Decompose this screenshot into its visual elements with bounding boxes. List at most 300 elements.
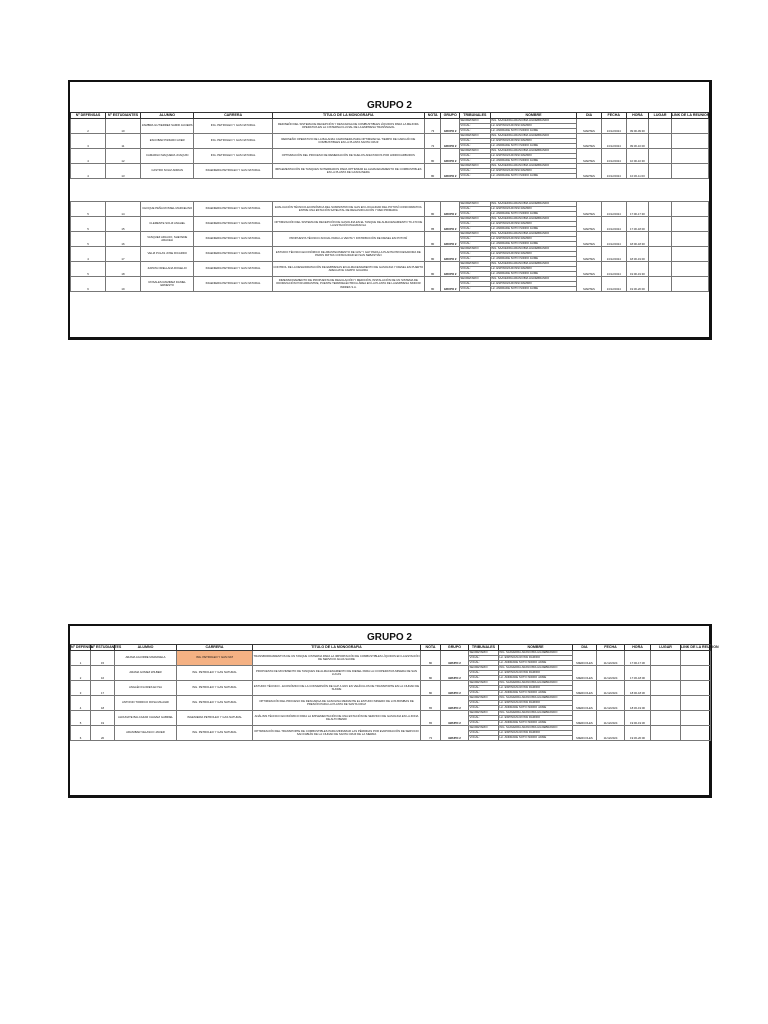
tribunal-role: SECRETARIO: [459, 247, 490, 252]
career: INGENIERIA PETROLEO Y GAS NATURAL [194, 202, 272, 217]
tribunal-name: Lic. ESPINOZA ROSSI RAMIRO [499, 701, 573, 706]
table-body [71, 119, 709, 292]
monograph-title: OPTIMIZACIÓN DEL PROCESO DE REMEDIACIÓN DE SUELOS AFECTADOS POR HIDROCARBUROS [272, 149, 424, 164]
tribunal-name: ING. SAAVEDRA ARANCIBIA HILDEBRANDO [490, 217, 576, 222]
date: 13/12/2024 [601, 202, 626, 217]
column-header: GRUPO [441, 645, 469, 651]
meeting-link [671, 119, 708, 134]
tribunal-role: VOCAL: [459, 154, 490, 159]
tribunal-name: ING. SAAVEDRA ARANCIBIA HILDEBRANDO [499, 666, 573, 671]
defense-number: 5 [71, 202, 106, 217]
group: GRUPO 2 [441, 232, 460, 247]
sheet-title: GRUPO 2 [366, 632, 412, 643]
tribunal-role: VOCAL: [469, 706, 499, 711]
monograph-title: PROPUESTA TÉCNICO-SOCIAL PARA LA VENTA Y DISTRIBUCIÓN DE DIESEL EN POTOSÍ [272, 232, 424, 247]
grade: 73 [424, 119, 440, 134]
tribunal-role: VOCAL: [459, 144, 490, 149]
tribunal-name: Lic. ANDRADE SOTO ISIDRO JAIME [490, 272, 576, 277]
meeting-link [671, 149, 708, 164]
table-row [71, 164, 709, 169]
defense-number: 3 [71, 681, 91, 696]
tribunal-name: ING. SAAVEDRA ARANCIBIA HILDEBRANDO [499, 681, 573, 686]
tribunal-role: VOCAL: [469, 721, 499, 726]
monograph-title: PROPUESTA DE MOVIMIENTO DE TANQUES DE ALMACENAMIENTO DE DIESEL PARA LA COOPERATIVA MINERA DE SAN LUCAS [253, 666, 421, 681]
time: 18:00-18:30 [625, 681, 651, 696]
column-header: TITULO DE LA MONOGRAFIA [253, 645, 421, 651]
career: INGENIERIA PETROLEO Y GAS NATURAL [194, 232, 272, 247]
monograph-title: OPTIMIZACIÓN DEL TRANSPORTE DE COMBUSTIBLES PARA MINIMIZAR LAS PÉRDIDAS POR EVAPORACIÓN DE SERVICIO SAN FABIÁN DE LA CIUDAD DE SANTA CRUZ DE LA SIERRA [253, 726, 421, 741]
defense-number: 4 [71, 164, 106, 179]
day: MARTES [577, 164, 602, 179]
tribunal-role: SECRETARIO: [469, 666, 499, 671]
career: INGENIERIA PETROLEO Y GAS NATURAL [177, 711, 253, 726]
meeting-link [681, 711, 711, 726]
date: 13/12/2024 [601, 164, 626, 179]
tribunal-name: ING. SAAVEDRA ARANCIBIA HILDEBRANDO [490, 202, 576, 207]
tribunal-role: SECRETARIO: [469, 696, 499, 701]
tribunal-role: VOCAL: [469, 736, 499, 741]
tribunal-name: Lic. ANDRADE SOTO ISIDRO JAIME [490, 287, 576, 292]
location [651, 711, 681, 726]
column-header: GRUPO [441, 113, 460, 119]
meeting-link [671, 202, 708, 217]
tribunal-role: VOCAL: [469, 661, 499, 666]
column-header: DIA [573, 645, 597, 651]
monograph-title: OPTIMIZACIÓN DEL PROCESO DE DESCARGA DE GASOLINA MEDIANTE EL ESTUDIO MINERO DE LOS BOMBAS DE PRESIÓN PARA LA PLANTA DE SANTA CRUZ [253, 696, 421, 711]
spacer-cell [71, 179, 709, 202]
table-row [71, 232, 709, 237]
group: GRUPO 2 [441, 262, 460, 277]
time: 19:30-20:00 [626, 277, 649, 292]
student-number: 18 [105, 262, 140, 277]
career: ING. PETROLEO Y GAS NATURAL [194, 134, 272, 149]
tribunal-name: Lic. ESPINOZA ROSSI RAMIRO [499, 671, 573, 676]
group: GRUPO 2 [441, 651, 469, 666]
date: 11/12/2024 [597, 696, 625, 711]
column-header: NOMBRE [499, 645, 573, 651]
defense-number: 5 [71, 217, 106, 232]
table-row [71, 217, 709, 222]
tribunal-role: VOCAL: [469, 671, 499, 676]
tribunal-role: VOCAL: [469, 686, 499, 691]
table-row [71, 134, 709, 139]
tribunal-name: Lic. ANDRADE SOTO ISIDRO JAIME [490, 257, 576, 262]
grade: 80 [421, 681, 441, 696]
column-header: LINK DE LA REUNION [671, 113, 710, 117]
group: GRUPO 2 [441, 666, 469, 681]
tribunal-role: VOCAL: [459, 129, 490, 134]
group: GRUPO 2 [441, 711, 469, 726]
column-header: LUGAR [649, 113, 672, 119]
student-number: 18 [91, 696, 115, 711]
student-number: 10 [105, 119, 140, 134]
day: MIERCOLES [573, 666, 597, 681]
sheet-title: GRUPO 2 [366, 100, 412, 111]
tribunal-role: SECRETARIO: [459, 134, 490, 139]
column-header: Nº ESTUDIANTES [105, 113, 140, 119]
column-header: FECHA [597, 645, 625, 651]
tribunal-role: VOCAL: [469, 716, 499, 721]
career: ING. PETROLEO Y GAS NATURAL [177, 666, 253, 681]
date: 11/12/2024 [597, 726, 625, 741]
time: 10:00-10:30 [626, 149, 649, 164]
time: 19:00-19:30 [625, 711, 651, 726]
time: 18:30-19:00 [625, 696, 651, 711]
day: MARTES [577, 217, 602, 232]
table-row [71, 247, 709, 252]
tribunal-name: Lic. ESPINOZA ROSSI RAMIRO [490, 237, 576, 242]
monograph-title: CONTROL DE LA DESHIDRATACIÓN DE EMPRESAS EN ALMACENAMIENTO DE GASOLINA Y DIESEL EN PUERTO AREGUAYE CAMPO GUAJIRA [272, 262, 424, 277]
time: 17:00-17:30 [625, 651, 651, 666]
tribunal-name: Lic. ANDRADE SOTO ISIDRO JAIME [499, 721, 573, 726]
table-row [71, 681, 711, 686]
tribunal-role: VOCAL: [459, 242, 490, 247]
tribunal-name: Lic. ESPINOZA ROSSI RAMIRO [490, 124, 576, 129]
monograph-title: REDISEÑO OPERATIVO DE LA BALANZA CAMIONERA PARA OPTIMIZAR EL TIEMPO DE CARGUÍO DE COMBUSTIBLES EN LA PLANTA SANTA CRUZ [272, 134, 424, 149]
tribunal-name: Lic. ESPINOZA ROSSI RAMIRO [490, 282, 576, 287]
column-header: FECHA [601, 113, 626, 119]
career: ING. PETROLEO Y GAS NATURAL [194, 149, 272, 164]
schedule-sheet-2 [68, 624, 719, 798]
date: 11/12/2024 [597, 681, 625, 696]
table-body [71, 651, 711, 741]
tribunal-name: Lic. ANDRADE SOTO ISIDRO JAIME [499, 706, 573, 711]
tribunal-name: ING. SAAVEDRA ARANCIBIA HILDEBRANDO [499, 651, 573, 656]
tribunal-role: VOCAL: [459, 212, 490, 217]
career: INGENIERIA PETROLEO Y GAS NATURAL [194, 277, 272, 292]
group: GRUPO 2 [441, 696, 469, 711]
tribunal-name: Lic. ANDRADE SOTO ISIDRO JAIME [499, 661, 573, 666]
student-name: ROSALES RAMIREZ DANIEL ERNESTO [140, 277, 194, 292]
career: INGENIERIA PETROLEO Y GAS NATURAL [194, 262, 272, 277]
tribunal-role: VOCAL: [469, 676, 499, 681]
meeting-link [671, 247, 708, 262]
tribunal-name: ING. SAAVEDRA ARANCIBIA HILDEBRANDO [490, 119, 576, 124]
group: GRUPO 2 [441, 149, 460, 164]
location [651, 651, 681, 666]
location [649, 217, 672, 232]
date: 13/12/2024 [601, 262, 626, 277]
tribunal-name: Lic. ESPINOZA ROSSI RAMIRO [490, 139, 576, 144]
meeting-link [681, 726, 711, 741]
grade: 80 [421, 666, 441, 681]
meeting-link [671, 134, 708, 149]
column-header: ALUMNO [140, 113, 194, 119]
day: MARTES [577, 232, 602, 247]
grade: 72 [424, 134, 440, 149]
column-header: NOMBRE [490, 113, 576, 119]
tribunal-role: VOCAL: [459, 169, 490, 174]
day: MARTES [577, 277, 602, 292]
monograph-title: DIMENSIONAMIENTO DE PROPUESTA DE REGULACIÓN Y MEDICIÓN, INSTALACIÓN DE UN SISTEMA DE ODORIZACIÓN POR ARRASTRE, PUENTE TERMOELÉCTRICA ÁREA EN LA PLANTA DE LA EMPRESA SINDOR INDRES S.A. [272, 277, 424, 292]
grade: 80 [424, 164, 440, 179]
column-header: Nº DEFENSA [71, 645, 94, 649]
schedule-table [70, 112, 709, 292]
time: 17:30-18:00 [626, 217, 649, 232]
location [649, 277, 672, 292]
time: 19:30-20:00 [625, 726, 651, 741]
table-row [71, 666, 711, 671]
student-name: ALDUNATE BALCAZAR CHAVEZ GABRIEL [115, 711, 177, 726]
time: 10:30-11:00 [626, 164, 649, 179]
defense-number: 4 [71, 247, 106, 262]
time: 17:30-18:00 [625, 666, 651, 681]
tribunal-role: SECRETARIO: [469, 651, 499, 656]
date: 11/12/2024 [597, 666, 625, 681]
monograph-title: ANÁLISIS TÉCNICO ECONÓMICO PARA LA IMPLEMENTACIÓN DE UNA ESTACIÓN DE SERVICIO DE GASOLINA EN LA ZONA DE ALTO BENDI [253, 711, 421, 726]
tribunal-name: Lic. ANDRADE SOTO ISIDRO JAIME [490, 212, 576, 217]
date: 13/12/2024 [601, 232, 626, 247]
meeting-link [671, 232, 708, 247]
tribunal-name: Lic. ESPINOZA ROSSI RAMIRO [499, 716, 573, 721]
tribunal-name: ING. SAAVEDRA ARANCIBIA HILDEBRANDO [490, 164, 576, 169]
day: MIERCOLES [573, 711, 597, 726]
grade: 65 [421, 696, 441, 711]
student-name: ARAMA GOMEZ WILBER [115, 666, 177, 681]
career: INGENIERIA PETROLEO Y GAS NATURAL [194, 164, 272, 179]
grade: 80 [424, 202, 440, 217]
tribunal-name: Lic. ESPINOZA ROSSI RAMIRO [490, 222, 576, 227]
date: 13/12/2024 [601, 149, 626, 164]
table-row [71, 711, 711, 716]
tribunal-role: VOCAL: [459, 237, 490, 242]
time: 18:30-19:00 [626, 247, 649, 262]
student-number: 13 [105, 164, 140, 179]
tribunal-role: SECRETARIO: [469, 726, 499, 731]
grade: 73 [421, 726, 441, 741]
tribunal-role: VOCAL: [459, 207, 490, 212]
day: MIERCOLES [573, 651, 597, 666]
tribunal-role: VOCAL: [459, 159, 490, 164]
tribunal-name: ING. SAAVEDRA ARANCIBIA HILDEBRANDO [490, 232, 576, 237]
tribunal-role: VOCAL: [469, 691, 499, 696]
location [651, 726, 681, 741]
monograph-title: EVALUACIÓN TÉCNICO-ECONÓMICA DEL SUMINISTRO DE GAS EN LOCALIDAD DEL POTOSÍ CONFORMATIVA ENTRE UNA ESTACIÓN SATELITAL DE REGASIFICACIÓN Y RED PRIMARIA [272, 202, 424, 217]
career: ING. PETROLEO Y GAS NATURAL [177, 726, 253, 741]
date: 11/12/2024 [597, 711, 625, 726]
grade: 65 [421, 711, 441, 726]
student-name: ZAPATA ORELLANA ROGELIO [140, 262, 194, 277]
group: GRUPO 2 [441, 134, 460, 149]
tribunal-role: SECRETARIO: [469, 681, 499, 686]
row-spacer [71, 179, 709, 202]
tribunal-name: ING. SAAVEDRA ARANCIBIA HILDEBRANDO [499, 726, 573, 731]
grade: 80 [424, 262, 440, 277]
tribunal-name: Lic. ANDRADE SOTO ISIDRO JAIME [499, 676, 573, 681]
time: 09:00-09:30 [626, 119, 649, 134]
tribunal-name: Lic. ANDRADE SOTO ISIDRO JAIME [490, 144, 576, 149]
student-name: CAMARGO MAQUERA JOAQUIN [140, 149, 194, 164]
date: 13/12/2024 [601, 277, 626, 292]
tribunal-role: VOCAL: [459, 287, 490, 292]
table-row [71, 262, 709, 267]
table-row [71, 277, 709, 282]
time: 17:00-17:30 [626, 202, 649, 217]
student-name: ANTONIO TORRICO ROSA MILAGRI [115, 696, 177, 711]
career: INGENIERIA PETROLEO Y GAS NATURAL [194, 247, 272, 262]
date: 13/12/2024 [601, 119, 626, 134]
tribunal-name: Lic. ESPINOZA ROSSI RAMIRO [490, 252, 576, 257]
tribunal-role: VOCAL: [459, 282, 490, 287]
tribunal-name: Lic. ESPINOZA ROSSI RAMIRO [490, 267, 576, 272]
date: 11/12/2024 [597, 651, 625, 666]
date: 13/12/2024 [601, 134, 626, 149]
tribunal-role: SECRETARIO: [459, 202, 490, 207]
tribunal-name: Lic. ANDRADE SOTO ISIDRO JAIME [490, 129, 576, 134]
column-header: LUGAR [651, 645, 681, 651]
group: GRUPO 2 [441, 217, 460, 232]
student-number: 14 [105, 202, 140, 217]
tribunal-role: SECRETARIO: [459, 217, 490, 222]
column-header: NOTA [424, 113, 440, 119]
meeting-link [671, 277, 708, 292]
column-header: TITULO DE LA MONOGRAFIA [272, 113, 424, 119]
student-number: 17 [91, 681, 115, 696]
tribunal-role: VOCAL: [459, 124, 490, 129]
student-number: 15 [105, 217, 140, 232]
day: MARTES [577, 134, 602, 149]
defense-number: 4 [71, 149, 106, 164]
tribunal-role: VOCAL: [459, 174, 490, 179]
column-header: LINK DE LA REUNION [681, 645, 719, 649]
tribunal-name: Lic. ANDRADE SOTO ISIDRO JAIME [499, 736, 573, 741]
defense-number: 6 [71, 726, 91, 741]
tribunal-role: VOCAL: [459, 252, 490, 257]
career: ING. PETROLEO Y GAS NATURAL [177, 696, 253, 711]
student-number: 12 [105, 149, 140, 164]
grade: 80 [424, 232, 440, 247]
career: ING. PETROLEO Y GAS NATURAL [194, 119, 272, 134]
location [649, 164, 672, 179]
tribunal-role: VOCAL: [459, 227, 490, 232]
grade: 80 [424, 149, 440, 164]
tribunal-role: SECRETARIO: [459, 277, 490, 282]
defense-number: 1 [71, 651, 91, 666]
tribunal-role: SECRETARIO: [459, 119, 490, 124]
tribunal-name: ING. SAAVEDRA ARANCIBIA HILDEBRANDO [490, 247, 576, 252]
student-name: CLEMENTE SOLIZ ANAHEL [140, 217, 194, 232]
defense-number: 2 [71, 666, 91, 681]
defense-number: 5 [71, 711, 91, 726]
column-header: CARRERA [177, 645, 253, 651]
defense-number: 3 [71, 134, 106, 149]
monograph-title: OPTIMIZACIÓN DEL SISTEMA DE RECEPCIÓN DE GASOLINA EN EL TANQUE DE ALMACENAMIENTO TK-470 DE LA ESTACIÓN PALMASOLA [272, 217, 424, 232]
student-number: 20 [91, 726, 115, 741]
tribunal-role: SECRETARIO: [459, 164, 490, 169]
meeting-link [681, 651, 711, 666]
day: MIERCOLES [573, 726, 597, 741]
day: MARTES [577, 262, 602, 277]
tribunal-name: Lic. ESPINOZA ROSSI RAMIRO [499, 731, 573, 736]
tribunal-name: Lic. ESPINOZA ROSSI RAMIRO [490, 154, 576, 159]
day: MARTES [577, 202, 602, 217]
column-header: Nº DEFENSAS [71, 113, 106, 119]
meeting-link [671, 164, 708, 179]
student-name: CASTRO SOLIZ ADRIAN [140, 164, 194, 179]
meeting-link [681, 681, 711, 696]
day: MARTES [577, 119, 602, 134]
defense-number: 2 [71, 119, 106, 134]
day: MIERCOLES [573, 696, 597, 711]
column-header: NOTA [421, 645, 441, 651]
student-name: VELIZ PULAS JOSE RICARDO [140, 247, 194, 262]
student-name: ARANIBAR VELASCO JAVIER [115, 726, 177, 741]
time: 18:00-18:30 [626, 232, 649, 247]
location [649, 232, 672, 247]
monograph-title: ESTUDIO TÉCNICO-ECONÓMICO DE ABASTECIMIENTO DE GNV Y GLP PARA LA PLANTA PROCESADORA DE PAPAS FRITAS CONSOLIDAD EN SAN SEBASTIÁN [272, 247, 424, 262]
location [651, 681, 681, 696]
tribunal-role: SECRETARIO: [459, 262, 490, 267]
table-row [71, 726, 711, 731]
location [651, 696, 681, 711]
student-name: ESCOBAR PIZZARO AXER [140, 134, 194, 149]
tribunal-role: SECRETARIO: [469, 711, 499, 716]
meeting-link [681, 696, 711, 711]
location [649, 119, 672, 134]
tribunal-role: VOCAL: [459, 222, 490, 227]
table-row [71, 696, 711, 701]
table-row [71, 651, 711, 656]
location [649, 262, 672, 277]
student-name: ZAMBRA GUTIERREZ SAMIR JACIERS [140, 119, 194, 134]
career: ING. PETROLEO Y GAS NATURAL [177, 681, 253, 696]
career: INGENIERIA PETROLEO Y GAS NATURAL [194, 217, 272, 232]
student-number: 11 [105, 134, 140, 149]
defense-number: 5 [71, 232, 106, 247]
grade: 80 [424, 247, 440, 262]
group: GRUPO 2 [441, 681, 469, 696]
column-header: CARRERA [194, 113, 272, 119]
tribunal-name: Lic. ESPINOZA ROSSI RAMIRO [490, 169, 576, 174]
meeting-link [671, 262, 708, 277]
grade: 80 [424, 277, 440, 292]
group: GRUPO 2 [441, 164, 460, 179]
location [649, 202, 672, 217]
tribunal-role: VOCAL: [459, 272, 490, 277]
group: GRUPO 2 [441, 726, 469, 741]
group: GRUPO 2 [441, 119, 460, 134]
tribunal-name: ING. SAAVEDRA ARANCIBIA HILDEBRANDO [490, 149, 576, 154]
date: 13/12/2024 [601, 217, 626, 232]
tribunal-role: SECRETARIO: [459, 232, 490, 237]
tribunal-role: SECRETARIO: [459, 149, 490, 154]
tribunal-name: Lic. ANDRADE SOTO ISIDRO JAIME [490, 227, 576, 232]
day: MIERCOLES [573, 681, 597, 696]
tribunal-role: VOCAL: [469, 731, 499, 736]
tribunal-name: ING. SAAVEDRA ARANCIBIA HILDEBRANDO [490, 262, 576, 267]
tribunal-name: Lic. ANDRADE SOTO ISIDRO JAIME [490, 159, 576, 164]
tribunal-name: Lic. ANDRADE SOTO ISIDRO JAIME [490, 242, 576, 247]
tribunal-name: Lic. ESPINOZA ROSSI RAMIRO [499, 686, 573, 691]
student-number: 17 [105, 247, 140, 262]
tribunal-role: VOCAL: [459, 139, 490, 144]
location [649, 149, 672, 164]
location [649, 134, 672, 149]
column-header: DIA [577, 113, 602, 119]
column-header: ALUMNO [115, 645, 177, 651]
location [649, 247, 672, 262]
grade: 85 [424, 217, 440, 232]
career: ING. PETROLEO Y GAS NAT [177, 651, 253, 666]
monograph-title: REDISEÑO DEL SISTEMA DE RECEPCIÓN Y DESCARGA DE COMBUSTIBLES LÍQUIDOS PARA LA MEJORA OPERATIVA EN LA CISTERNA FLUVIAL DE LA EMPRESA TRANSNAVAL [272, 119, 424, 134]
date: 13/12/2024 [601, 247, 626, 262]
grade: 80 [421, 651, 441, 666]
monograph-title: ESTUDIO TÉCNICO - ECONÓMICO DE LA CONVERSIÓN DE GLP A GNV EN VEHÍCULOS DE TRANSPORTE EN LA CIUDAD DE SUCRE [253, 681, 421, 696]
tribunal-name: ING. SAAVEDRA ARANCIBIA HILDEBRANDO [499, 711, 573, 716]
monograph-title: IMPLEMENTACIÓN DE TANQUES SOTERRADOS PARA OPTIMIZAR EL ALMACENAMIENTO DE COMBUSTIBLES EN LA PLANTA DE GASOLINERA [272, 164, 424, 179]
student-number: 16 [91, 666, 115, 681]
location [651, 666, 681, 681]
